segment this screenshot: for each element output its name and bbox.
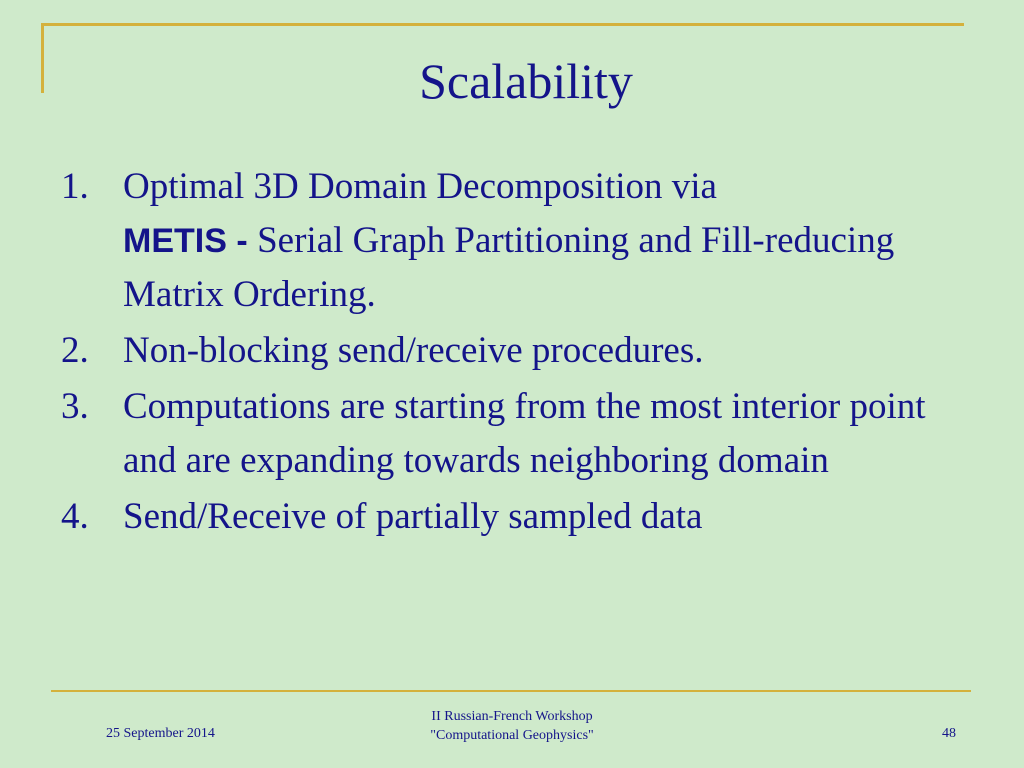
item-number: 1. (61, 166, 89, 207)
footer-workshop (362, 707, 662, 745)
list-item (61, 160, 961, 322)
list-item (61, 490, 961, 544)
footer-workshop-line2: "Computational Geophysics" (430, 728, 594, 743)
frame-top-rule (41, 23, 964, 26)
item-text-before: Optimal 3D Domain Decomposition via (123, 166, 717, 207)
item-text: Non-blocking send/receive procedures. (123, 330, 704, 371)
item-number: 3. (61, 386, 89, 427)
page-number: 48 (942, 726, 956, 741)
footer-date: 25 September 2014 (106, 726, 215, 741)
bullet-list (61, 160, 961, 546)
item-number: 4. (61, 496, 89, 537)
slide-title: Scalability (419, 53, 633, 109)
list-item (61, 380, 961, 488)
item-text: Computations are starting from the most interior point and are expanding towards neighboring domain (123, 386, 926, 481)
item-number: 2. (61, 330, 89, 371)
footer-workshop-line1: II Russian-French Workshop (431, 709, 593, 724)
item-keyword: METIS - (123, 222, 258, 260)
item-text: Send/Receive of partially sampled data (123, 496, 703, 537)
item-text-after: Serial Graph Partitioning and Fill-reducing Matrix Ordering. (123, 220, 895, 315)
list-item (61, 324, 961, 378)
footer-rule (51, 690, 971, 692)
